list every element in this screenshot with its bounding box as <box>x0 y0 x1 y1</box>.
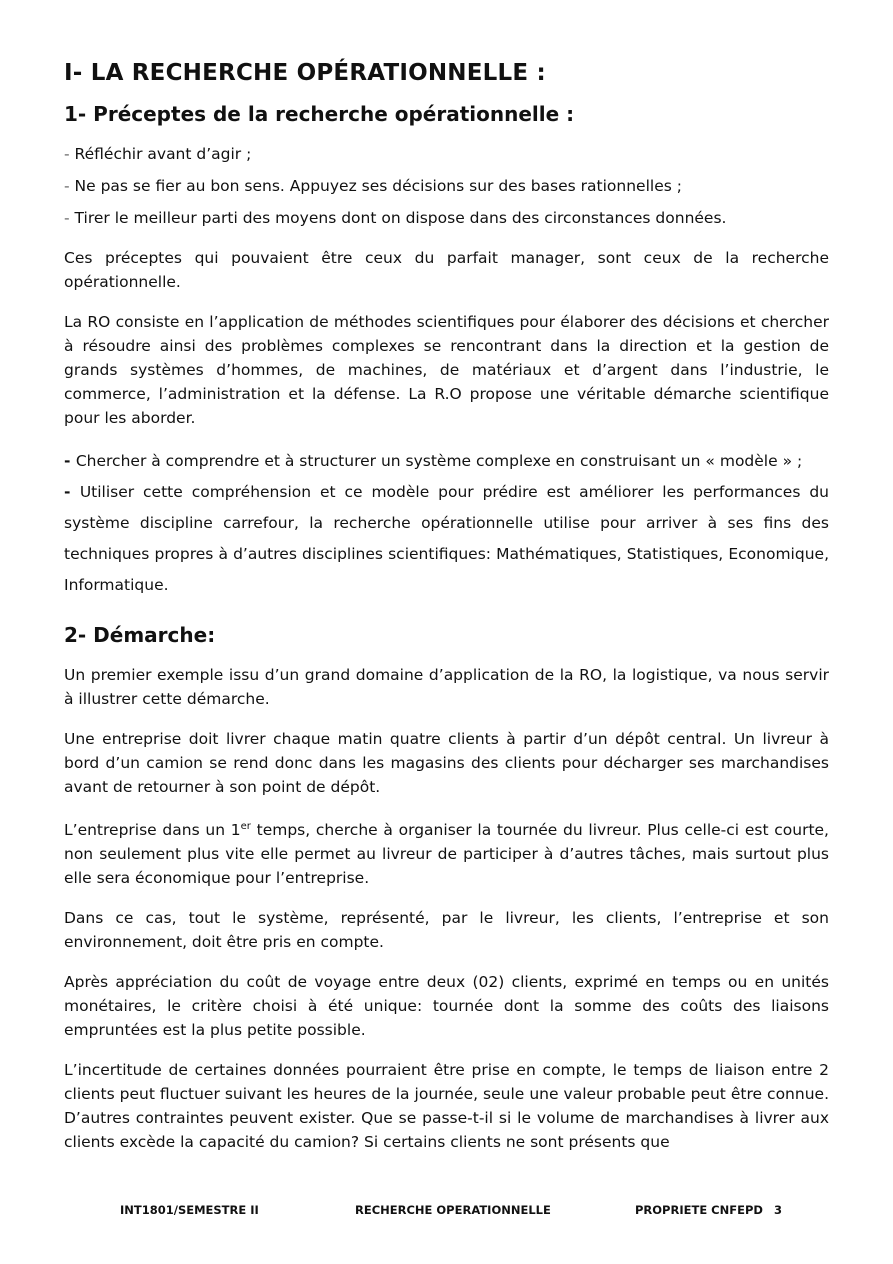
paragraph: La RO consiste en l’application de méthodes scientifiques pour élaborer des décisions et chercher à résoudre ainsi des problèmes complexes se rencontrant dans la direction et la gestion de grands systèmes d’hommes, de machines, de matériaux et d’argent dans l’industrie, le commerce, l’administration et la défense. La R.O propose une véritable démarche scientifique pour les aborder. <box>64 313 829 427</box>
list-item: - Ne pas se fier au bon sens. Appuyez ses décisions sur des bases rationnelles ; <box>64 177 682 195</box>
section-heading-demarche: 2- Démarche: <box>64 623 216 647</box>
paragraph: Dans ce cas, tout le système, représenté, par le livreur, les clients, l’entreprise et son environnement, doit être pris en compte. <box>64 909 829 952</box>
footer-owner: PROPRIETE CNFEPD <box>635 1203 763 1217</box>
paragraph: Ces préceptes qui pouvaient être ceux du parfait manager, sont ceux de la recherche opérationnelle. <box>64 249 829 291</box>
footer-course: INT1801/SEMESTRE II <box>120 1203 259 1217</box>
list-item: - Utiliser cette compréhension et ce modèle pour prédire est améliorer les performances du système discipline carrefour, la recherche opérationnelle utilise pour arriver à ses fins des techniques propres à d’autres disciplines scientifiques: Mathématiques, Statistiques, Economique, Informatique. <box>64 483 829 594</box>
paragraph: L’entreprise dans un 1er temps, cherche à organiser la tournée du livreur. Plus celle-ci est courte, non seulement plus vite elle permet au livreur de participer à d’autres tâches, mais surtout plus elle sera économique pour l’entreprise. <box>64 821 829 888</box>
paragraph: Un premier exemple issu d’un grand domaine d’application de la RO, la logistique, va nous servir à illustrer cette démarche. <box>64 666 829 708</box>
list-item: - Réfléchir avant d’agir ; <box>64 145 252 163</box>
page-footer <box>0 1203 893 1223</box>
list-item: - Tirer le meilleur parti des moyens dont on dispose dans des circonstances données. <box>64 209 727 227</box>
paragraph: L’incertitude de certaines données pourraient être prise en compte, le temps de liaison entre 2 clients peut fluctuer suivant les heures de la journée, seule une valeur probable peut être connue. D’autres contraintes peuvent exister. Que se passe-t-il si le volume de marchandises à livrer aux clients excède la capacité du camion? Si certains clients ne sont présents que <box>64 1061 829 1152</box>
page-number: 3 <box>774 1203 783 1217</box>
objectives-list <box>64 446 829 601</box>
paragraph: Une entreprise doit livrer chaque matin quatre clients à partir d’un dépôt central. Un livreur à bord d’un camion se rend donc dans les magasins des clients pour décharger ses marchandises avant de retourner à son point de dépôt. <box>64 730 829 796</box>
document-page <box>64 60 829 1170</box>
section-heading-preceptes: 1- Préceptes de la recherche opérationnelle : <box>64 102 575 126</box>
list-item: - Chercher à comprendre et à structurer un système complexe en construisant un « modèle » ; <box>64 452 803 470</box>
paragraph: Après appréciation du coût de voyage entre deux (02) clients, exprimé en temps ou en unités monétaires, le critère choisi à été unique: tournée dont la somme des coûts des liaisons empruntées est la plus petite possible. <box>64 973 829 1040</box>
precepts-list <box>64 142 829 230</box>
footer-subject: RECHERCHE OPERATIONNELLE <box>355 1203 551 1217</box>
page-title: I- LA RECHERCHE OPÉRATIONNELLE : <box>64 60 546 86</box>
